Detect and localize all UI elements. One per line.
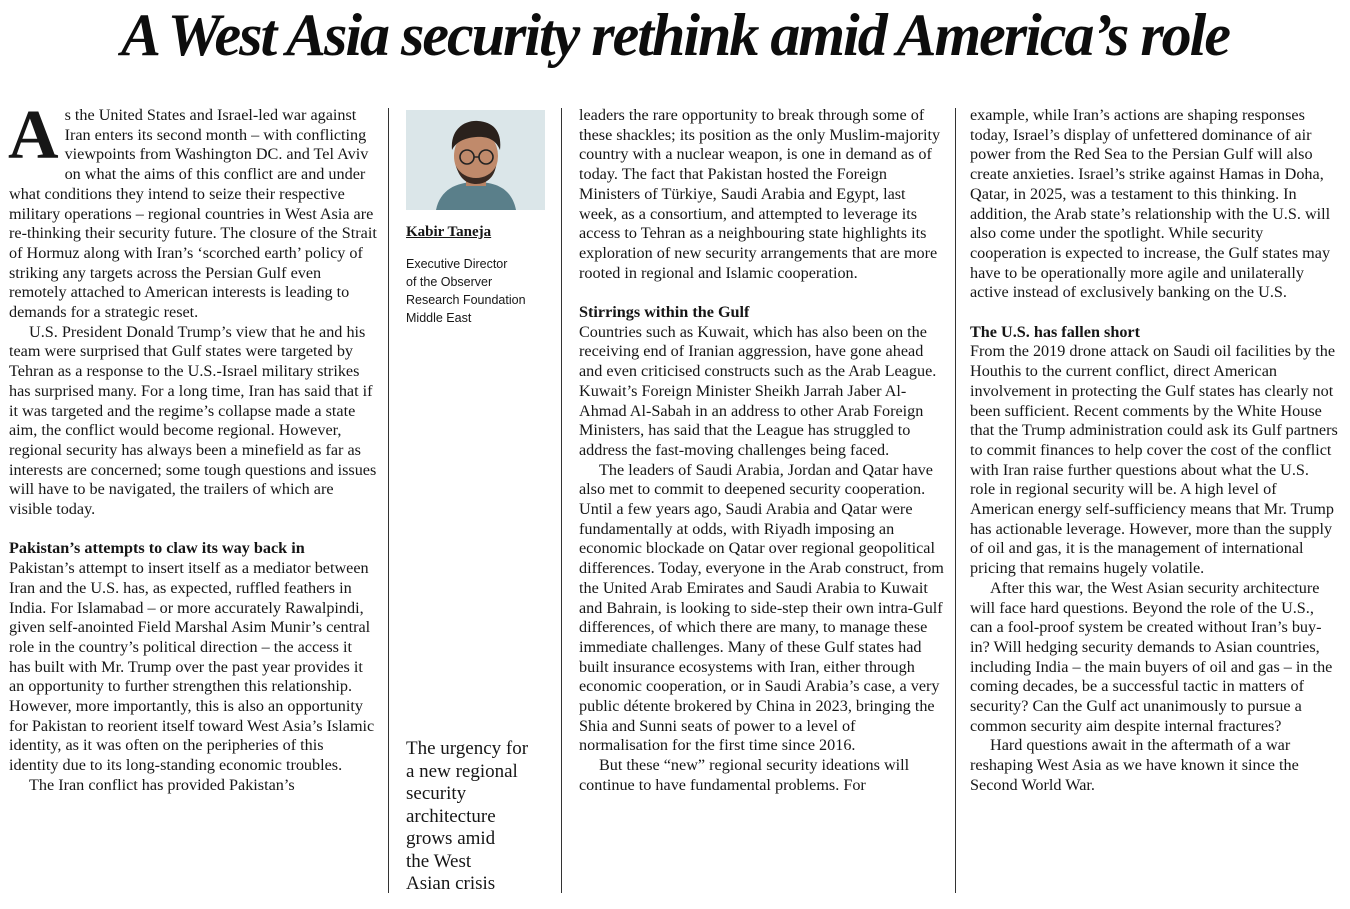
paragraph: example, while Iran’s actions are shaping responses today, Israel’s display of unfettered dominance of air power from the Red Sea to the Persian Gulf will also create anxieties. Israel’s strike against Hamas in Doha, Qatar, in 2025, was a testament to this thinking. In addition, the Arab state’s relationship with the U.S. will also come under the spotlight. While security cooperation is expected to increase, the Gulf states may have to be operationally more agile and unilaterally active instead of exclusively banking on the U.S. [970, 106, 1331, 302]
pull-quote: The urgency for a new regional security architecture grows amid the West Asian crisis [406, 738, 529, 894]
paragraph: The Iran conflict has provided Pakistan’s [29, 775, 295, 794]
paragraph: s the United States and Israel-led war against Iran enters its second month – with conflicting viewpoints from Washington DC. and Tel Aviv on what the aims of this conflict are and under what conditions they intend to seize their respective military operations – regional countries in West Asia are re-thinking their security future. The closure of the Strait of Hormuz along with Iran’s ‘scorched earth’ policy of striking any targets across the Persian Gulf even remotely attached to American interests is leading to demands for a strategic reset. [9, 106, 377, 322]
paragraph: But these “new” regional security ideations will continue to have fundamental problems. For [579, 756, 910, 794]
drop-cap: A [8, 97, 59, 174]
headline: A West Asia security rethink amid America’s role [121, 2, 1229, 68]
column-divider [955, 108, 956, 893]
paragraph: After this war, the West Asian security architecture will face hard questions. Beyond the role of the U.S., can a fool-proof system be created without Iran’s buy-in? Will hedging security demands to Asian countries, including India – the main buyers of oil and gas – in the coming decades, be a successful tactic in matters of security? Can the Gulf act unanimously to pursue a common security aim despite internal fractures? [970, 578, 1333, 735]
paragraph: Countries such as Kuwait, which has also been on the receiving end of Iranian aggression, have gone ahead and even criticised constructs such as the Arab League. Kuwait’s Foreign Minister Sheikh Jarrah Jaber Al-Ahmad Al-Sabah in an address to other Arab Foreign Ministers, has said that the League has struggled to address the fast-moving challenges being faced. [579, 322, 937, 459]
paragraph: The leaders of Saudi Arabia, Jordan and Qatar have also met to commit to deepened security cooperation. Until a few years ago, Saudi Arabia and Qatar were fundamentally at odds, with Riyadh imposing an economic blockade on Qatar over regional geopolitical differences. Today, everyone in the Arab construct, from the United Arab Emirates and Saudi Arabia to Kuwait and Bahrain, is looking to side-step their own intra-Gulf differences, of which there are many, to manage these immediate challenges. Many of these Gulf states had built insurance ecosystems with Iran, either through economic cooperation, or in Saudi Arabia’s case, a very public détente brokered by China in 2023, bringing the Shia and Sunni seats of power to a level of normalisation for the first time since 2016. [579, 460, 944, 755]
article-column-4 [970, 106, 1338, 796]
subheading: Stirrings within the Gulf [579, 303, 750, 322]
article-column-3 [579, 106, 945, 796]
author-role: Executive Director of the Observer Research Foundation Middle East [406, 257, 526, 325]
column-divider [561, 108, 562, 893]
paragraph: leaders the rare opportunity to break through some of these shackles; its position as the only Muslim-majority country with a nuclear weapon, is one in demand as of today. The fact that Pakistan hosted the Foreign Ministers of Türkiye, Saudi Arabia and Egypt, last week, as a consortium, and attempted to leverage its access to Tehran as a neighbouring state highlights its exploration of new security arrangements that are more rooted in regional and Islamic cooperation. [579, 106, 941, 282]
paragraph: U.S. President Donald Trump’s view that he and his team were surprised that Gulf states were targeted by Tehran as a response to the U.S.-Israel military strikes has surprised many. For a long time, Iran has said that if it was targeted and the regime’s collapse made a state aim, the conflict would become regional. However, regional security has always been a minefield as far as interests are concerned; some tough questions and issues will have to be navigated, the trailers of which are visible today. [9, 322, 377, 519]
paragraph: Hard questions await in the aftermath of a war reshaping West Asia as we have known it since the Second World War. [970, 736, 1299, 794]
subheading: The U.S. has fallen short [970, 322, 1140, 341]
column-divider [388, 108, 389, 893]
subheading: Pakistan’s attempts to claw its way back in [9, 539, 305, 558]
author-box [406, 110, 546, 327]
article-column-1 [8, 97, 377, 796]
author-name: Kabir Taneja [406, 224, 492, 240]
paragraph: From the 2019 drone attack on Saudi oil facilities by the Houthis to the current conflict, direct American involvement in protecting the Gulf states has clearly not been sufficient. Recent comments by the White House that the Trump administration could ask its Gulf partners to commit finances to help cover the cost of the conflict with Iran raise further questions about what the U.S. role in regional security will be. A high level of American energy self-sufficiency means that Mr. Trump has actionable leverage. However, more than the supply of oil and gas, it is the management of international pricing that remains hugely volatile. [970, 342, 1338, 578]
author-photo [406, 110, 545, 210]
paragraph: Pakistan’s attempt to insert itself as a mediator between Iran and the U.S. has, as expected, ruffled feathers in India. For Islamabad – or more accurately Rawalpindi, given self-anointed Field Marshal Asim Munir’s central role in the country’s political direction – the access it has built with Mr. Trump over the past year provides it an opportunity to further strengthen this relationship. However, more importantly, this is also an opportunity for Pakistan to reorient itself toward West Asia’s Islamic identity, as it was often on the peripheries of this identity due to its long-standing economic troubles. [9, 559, 375, 775]
